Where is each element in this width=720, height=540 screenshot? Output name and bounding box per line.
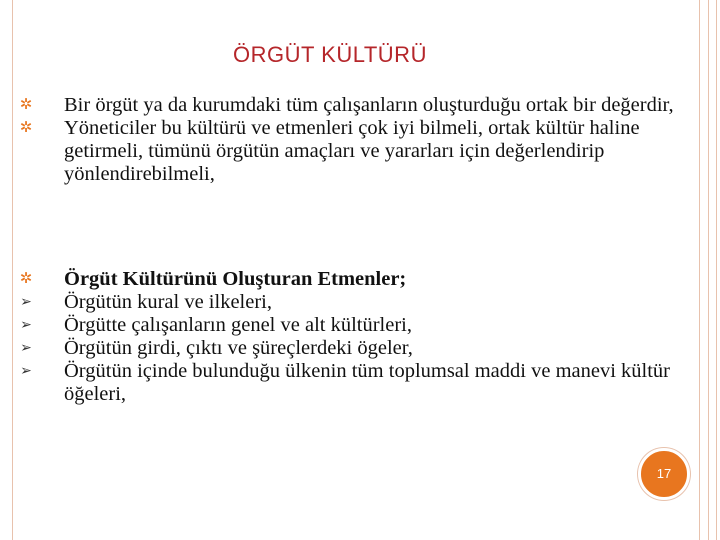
page-number-badge: 17 (638, 448, 690, 500)
factor-text: Örgütün girdi, çıktı ve şüreçlerdeki ögeler, (64, 337, 413, 359)
intro-bullet-item (19, 94, 674, 117)
intro-bullet-text: Bir örgüt ya da kurumdaki tüm çalışanların oluşturduğu ortak bir değerdir, (64, 94, 674, 116)
right-decor-line-2 (716, 0, 717, 540)
slide-title: ÖRGÜT KÜLTÜRÜ (233, 42, 427, 67)
orange-gear-bullet-icon: ✲ (19, 97, 33, 113)
arrow-bullet-icon: ➢ (20, 295, 32, 310)
intro-bullet-text: Yöneticiler bu kültürü ve etmenleri çok iyi bilmeli, ortak kültür haline getirmeli, tümünü örgütün amaçları ve yararları için değerlendirip yönlendirebilmeli, (64, 117, 640, 185)
factors-list (19, 268, 674, 406)
arrow-bullet-icon: ➢ (20, 341, 32, 356)
orange-gear-bullet-icon: ✲ (19, 271, 33, 287)
factor-item (20, 314, 674, 337)
factor-item (20, 291, 674, 314)
factor-text: Örgütün içinde bulunduğu ülkenin tüm toplumsal maddi ve manevi kültür öğeleri, (64, 360, 671, 405)
factor-item (20, 337, 674, 360)
factor-text: Örgütün kural ve ilkeleri, (64, 291, 272, 313)
factors-heading: Örgüt Kültürünü Oluşturan Etmenler; (64, 268, 407, 290)
intro-bullet-list (19, 94, 674, 186)
factor-item (20, 360, 674, 406)
factor-text: Örgütte çalışanların genel ve alt kültürleri, (64, 314, 412, 336)
arrow-bullet-icon: ➢ (20, 318, 32, 333)
factors-heading-item (19, 268, 674, 291)
orange-gear-bullet-icon: ✲ (19, 120, 33, 136)
intro-bullet-item (19, 117, 674, 186)
right-decor-line-1 (708, 0, 709, 540)
arrow-bullet-icon: ➢ (20, 364, 32, 379)
